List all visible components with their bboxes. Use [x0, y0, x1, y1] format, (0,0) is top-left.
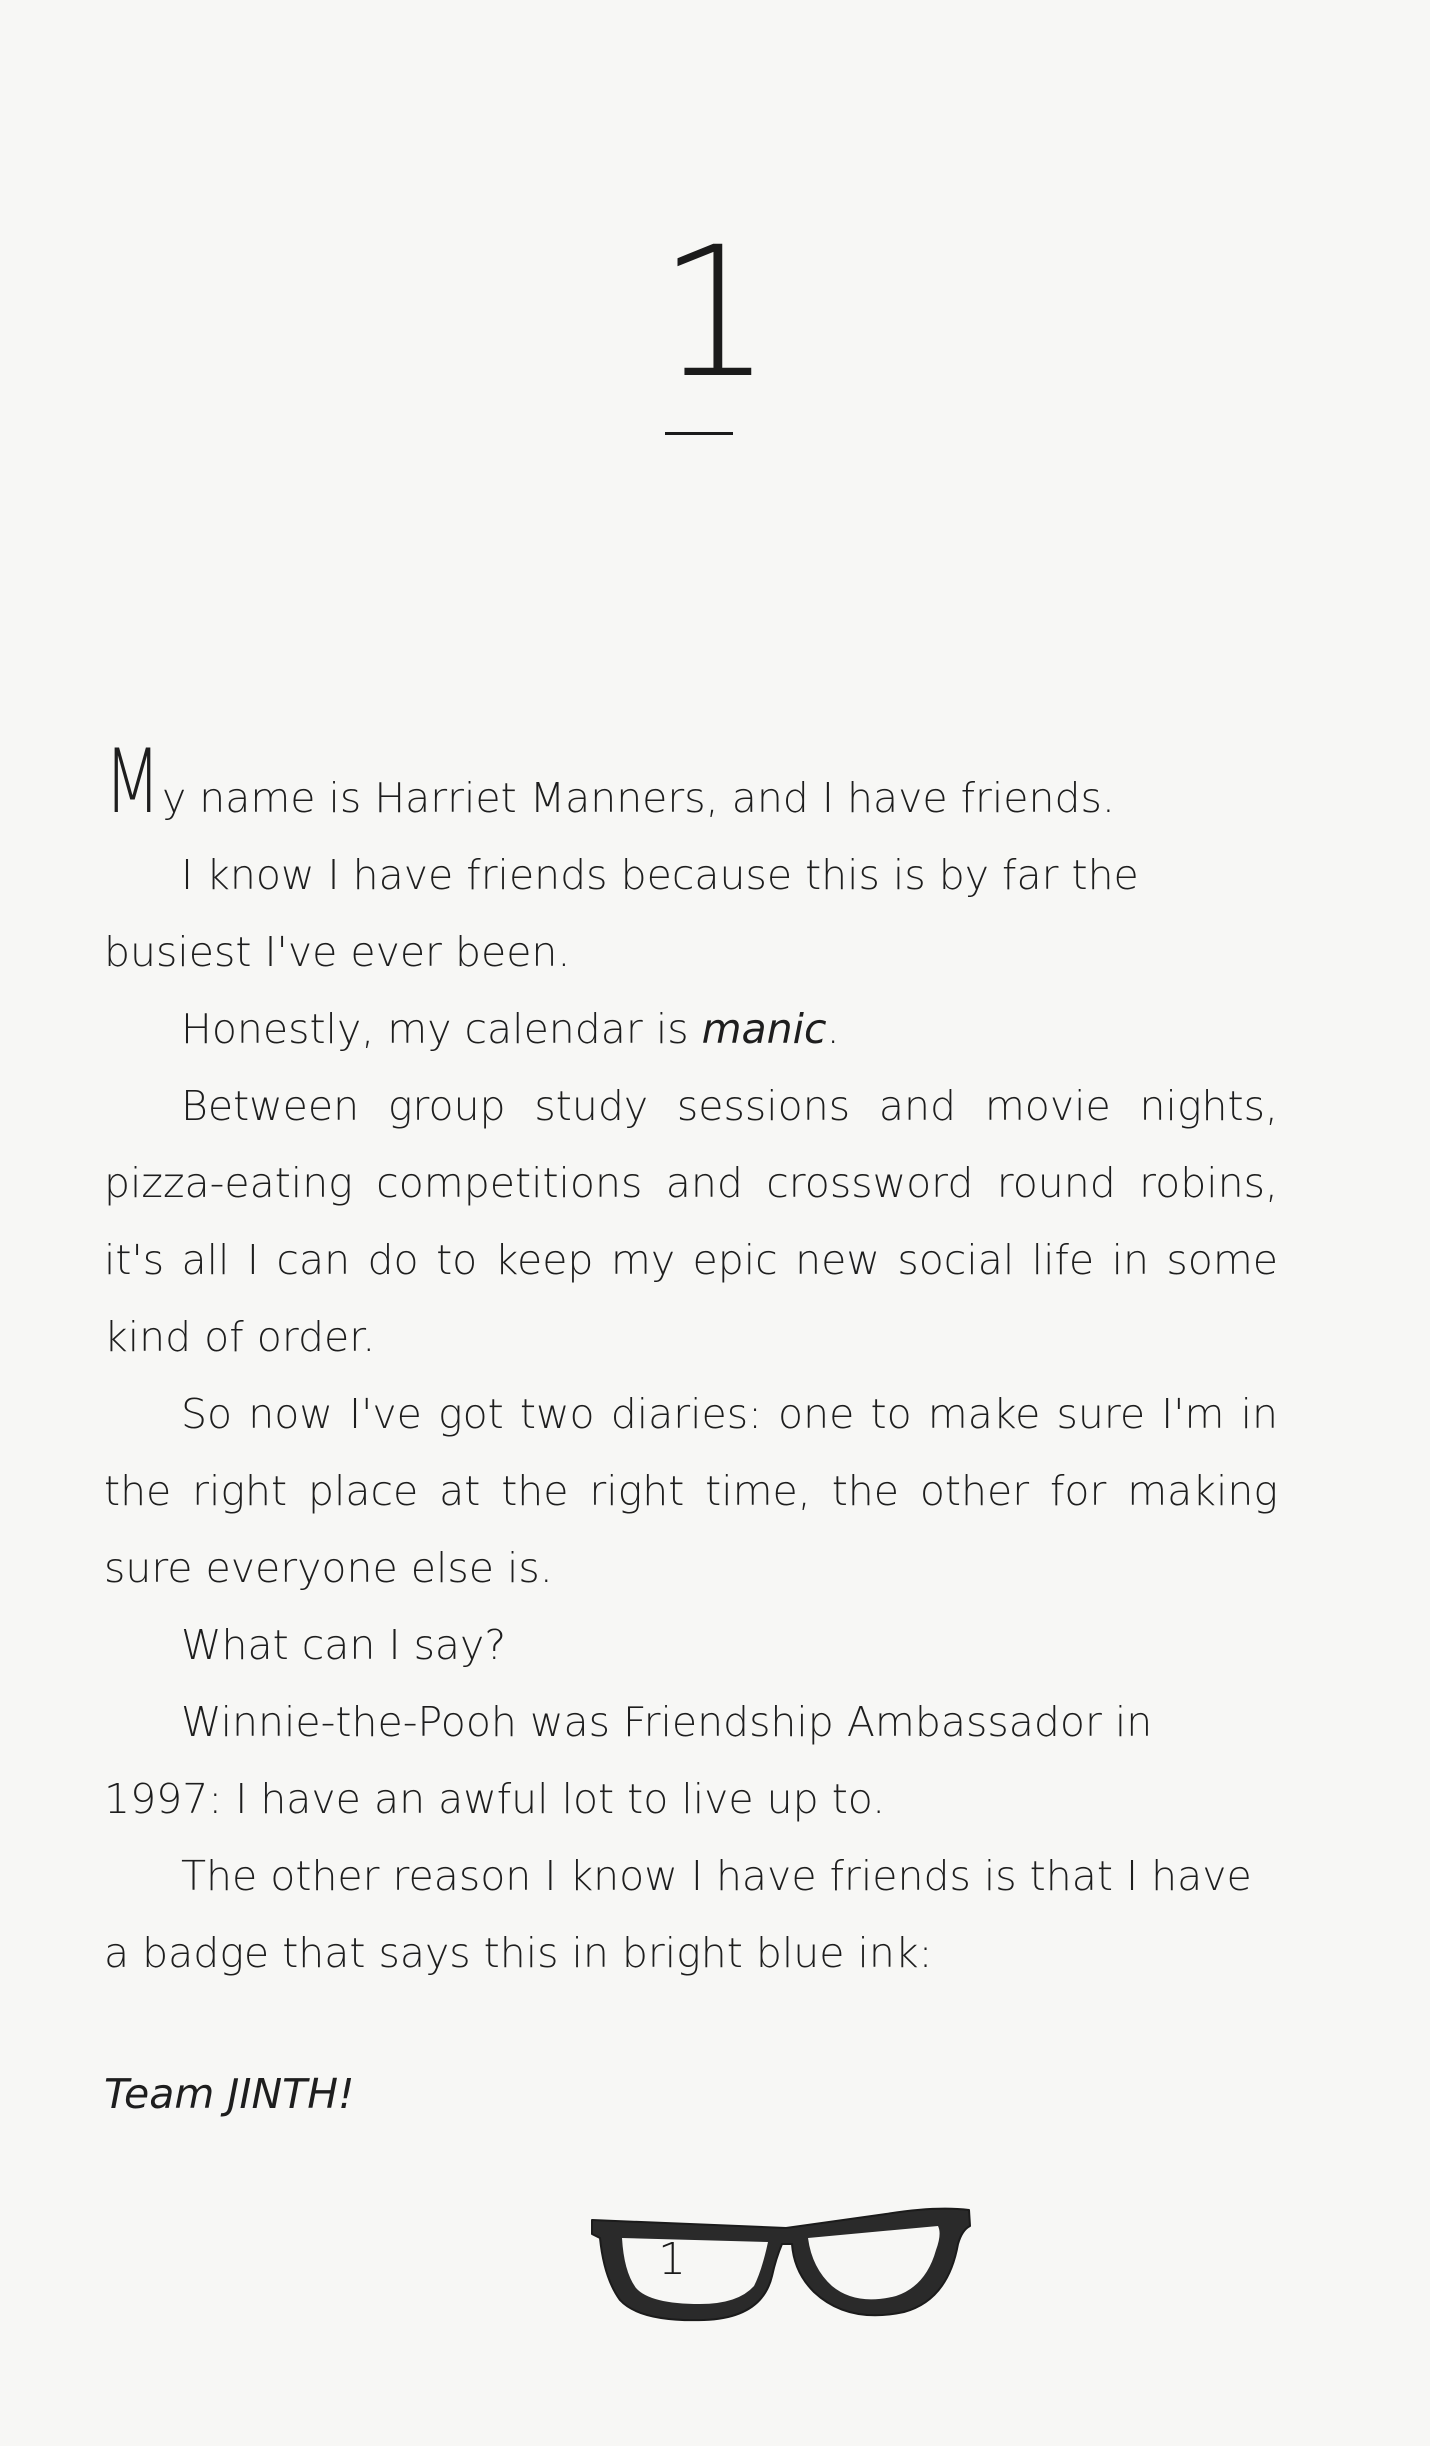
- drop-cap: M: [104, 730, 161, 833]
- chapter-number: 1: [657, 209, 773, 418]
- chapter-body: [104, 730, 1278, 1992]
- paragraph-3: [104, 991, 1278, 1068]
- paragraph-3-pre: Honestly, my calendar is: [181, 1005, 702, 1053]
- paragraph-3-post: .: [826, 1005, 840, 1053]
- badge-text: Team JINTH!: [104, 2070, 355, 2118]
- paragraph-1: [104, 730, 1278, 837]
- paragraph-2: I know I have friends because this is by far the busiest I've ever been.: [104, 851, 1139, 976]
- folio: [586, 2200, 976, 2330]
- page-number: 1: [658, 2234, 686, 2285]
- paragraph-5: So now I've got two diaries: one to make sure I'm in the right place at the right time, the other for making sure everyone else is.: [104, 1390, 1278, 1592]
- paragraph-6: What can I say?: [181, 1621, 507, 1669]
- paragraph-1-text: y name is Harriet Manners, and I have friends.: [161, 774, 1115, 822]
- paragraph-3-emphasis: manic: [701, 1005, 827, 1053]
- paragraph-4: Between group study sessions and movie nights, pizza-eating competitions and crossword round robins, it's all I can do to keep my epic new social life in some kind of order.: [104, 1082, 1278, 1361]
- chapter-rule: [665, 432, 733, 435]
- paragraph-7: Winnie-the-Pooh was Friendship Ambassador in 1997: I have an awful lot to live up to.: [104, 1698, 1153, 1823]
- paragraph-8: The other reason I know I have friends is that I have a badge that says this in bright blue ink:: [104, 1852, 1252, 1977]
